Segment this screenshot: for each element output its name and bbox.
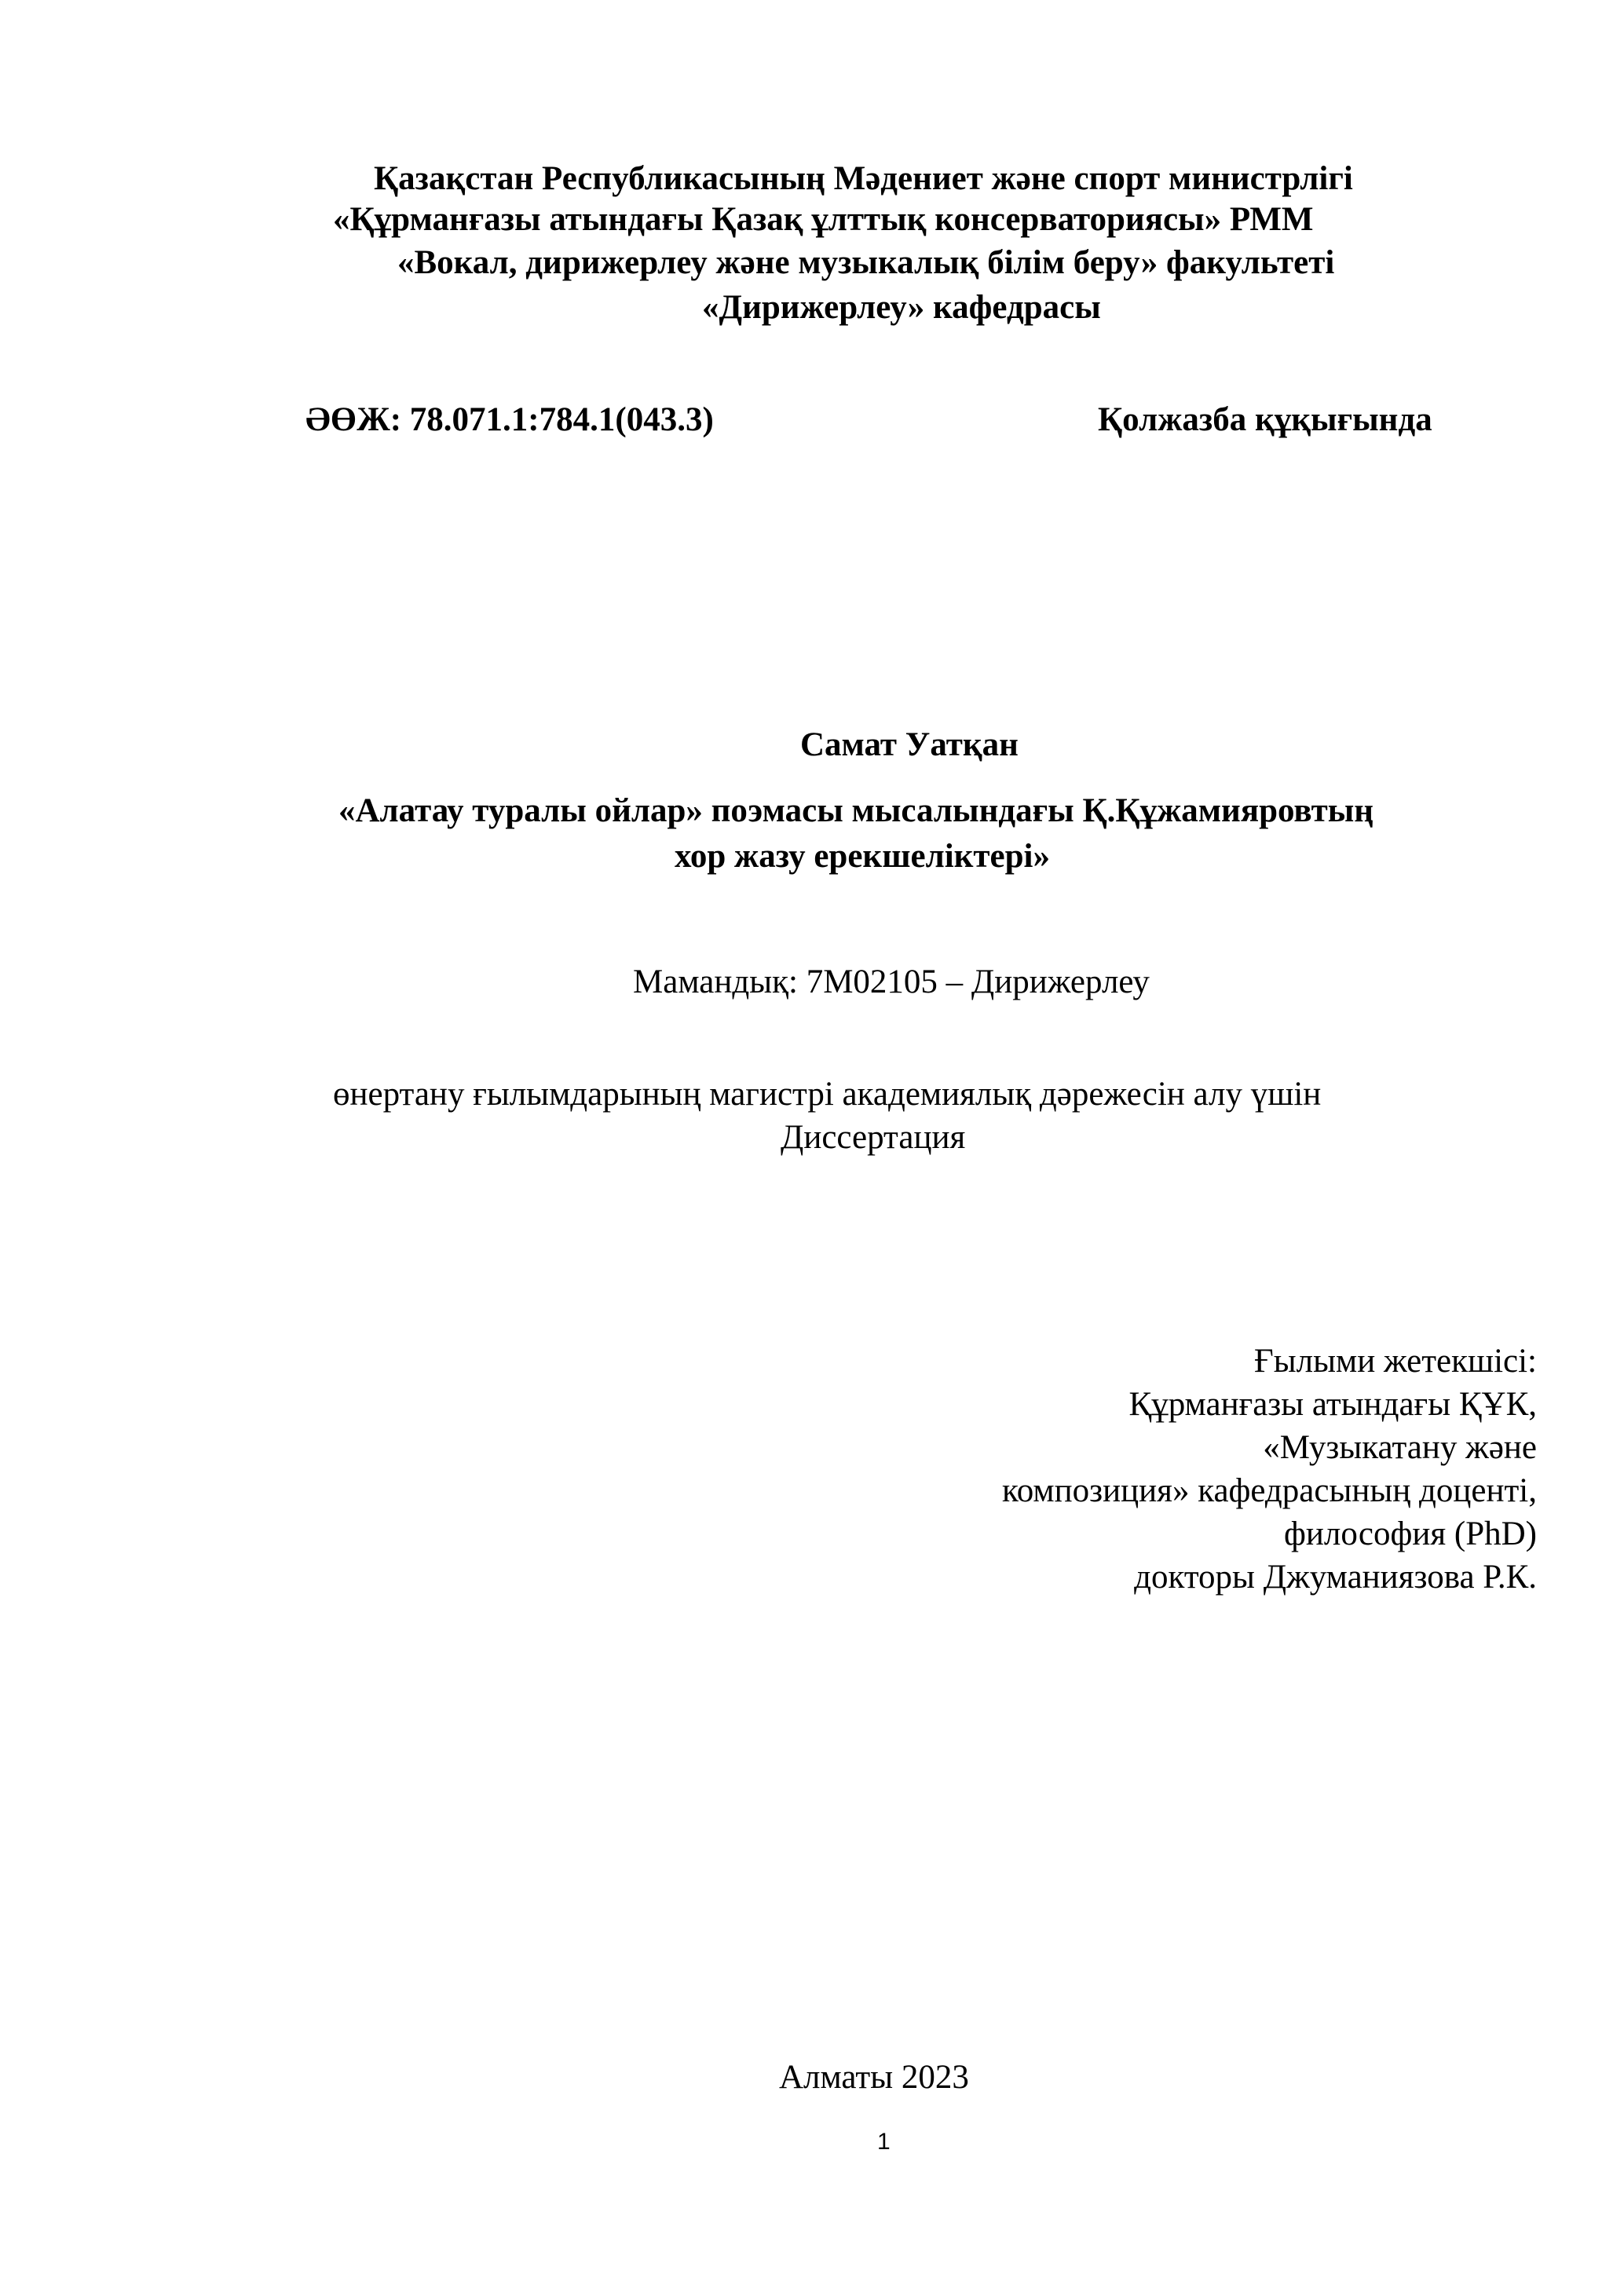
specialty: Мамандық: 7М02105 – Дирижерлеу: [633, 963, 1150, 1000]
conservatory-line: «Құрманғазы атындағы Қазақ ұлттық консерваториясы» РММ: [333, 201, 1314, 238]
dissertation-title-line2: хор жазу ерекшеліктері»: [675, 838, 1050, 875]
udc-code: ӘӨЖ: 78.071.1:784.1(043.3): [305, 401, 714, 438]
supervisor-affiliation: Құрманғазы атындағы ҚҰК,: [1128, 1386, 1537, 1423]
supervisor-name: докторы Джуманиязова Р.К.: [1134, 1559, 1537, 1596]
city-year: Алматы 2023: [779, 2059, 969, 2096]
supervisor-department-2: композиция» кафедрасының доценті,: [1002, 1472, 1537, 1509]
manuscript-rights: Қолжазба құқығында: [1098, 401, 1432, 438]
department-line: «Дирижерлеу» кафедрасы: [702, 289, 1101, 326]
page-number: 1: [877, 2129, 891, 2155]
dissertation-title-line1: «Алатау туралы ойлар» поэмасы мысалындағы Қ.Құжамияровтың: [338, 792, 1374, 829]
ministry-line: Қазақстан Республикасының Мәдениет және спорт министрлігі: [374, 160, 1353, 197]
faculty-line: «Вокал, дирижерлеу және музыкалық білім беру» факультеті: [397, 244, 1335, 281]
document-type: Диссертация: [781, 1119, 966, 1156]
supervisor-degree: философия (PhD): [1284, 1515, 1537, 1552]
supervisor-department-1: «Музыкатану және: [1263, 1429, 1537, 1466]
author-name: Самат Уатқан: [800, 726, 1019, 763]
supervisor-heading: Ғылыми жетекшісі:: [1253, 1343, 1537, 1380]
degree-line: өнертану ғылымдарының магистрі академиялық дәрежесін алу үшін: [333, 1076, 1322, 1113]
